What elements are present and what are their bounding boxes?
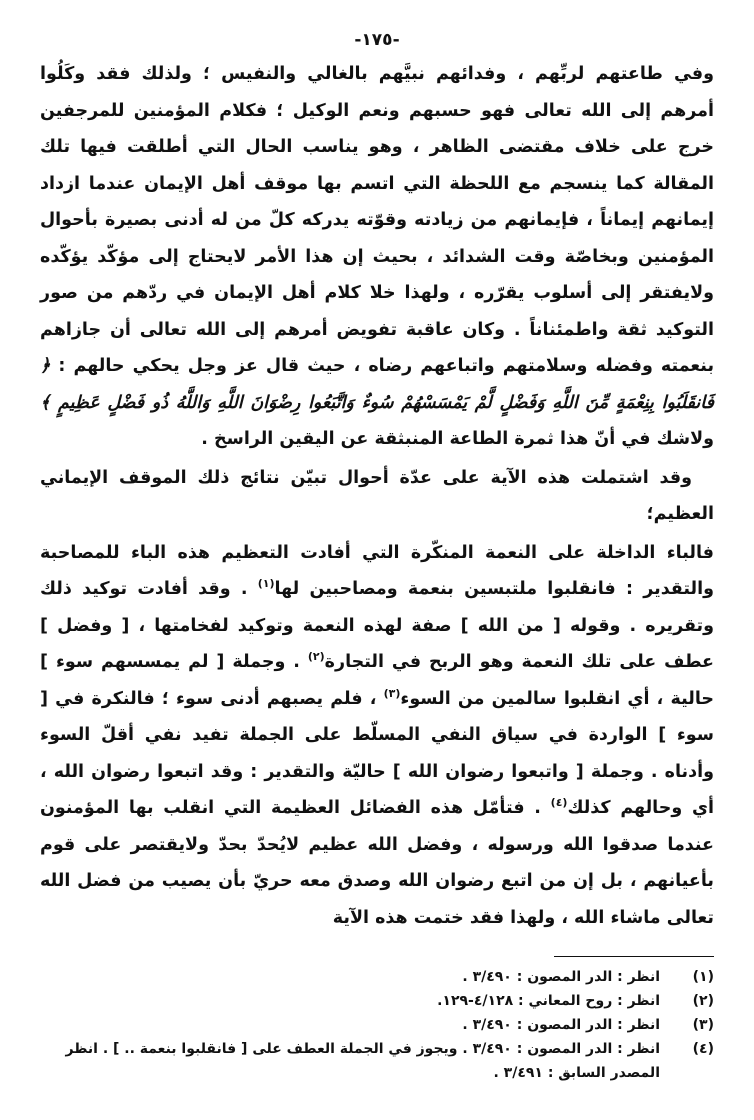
footnote-text: انظر : روح المعاني : ٤/١٢٨-١٢٩. (437, 993, 660, 1009)
footnote-number: (٢) (692, 993, 714, 1009)
footnote-text: انظر : الدر المصون : ٣/٤٩٠ . ويجوز في الجملة العطف على [ فانقلبوا بنعمة .. ] . انظر المصدر السابق : ٣/٤٩١ . (65, 1041, 660, 1081)
page-number: -١٧٥- (354, 30, 400, 50)
paragraph-1-text-b: ولاشك في أنّ هذا ثمرة الطاعة المنبثقة عن اليقين الراسخ . (201, 429, 714, 449)
quran-verse: ﴿ فَانقَلَبُوا بِنِعْمَةٍ مِّنَ اللَّهِ وَفَضْلٍ لَّمْ يَمْسَسْهُمْ سُوءٌ وَاتَّبَعُوا رِضْوَانَ اللَّهِ وَاللَّهُ ذُو فَضْلٍ عَظِيمٍ ﴾ (40, 356, 714, 413)
footnote-divider (554, 956, 714, 957)
paragraph-3 (40, 535, 714, 937)
paragraph-3-seg-5: . فتأمّل هذه الفضائل العظيمة التي انقلب بها المؤمنون عندما صدقوا الله ورسوله ، وفضل الله عظيم لايُحدّ بحدّ ولايقتصر على قوم بأعيانهم ، بل إن من اتبع رضوان الله وصدق معه حريّ بأن يصيب من فضل الله تعالى ماشاء الله ، ولهذا فقد ختمت هذه الآية (40, 798, 714, 928)
paragraph-3-seg-4: ، فلم يصبهم أدنى سوء ؛ فالنكرة في [ سوء ] الواردة في سياق النفي المسلّط على الجملة تفيد نفي أقلّ السوء وأدناه . وجملة [ واتبعوا رضوان الله ] حاليّة والتقدير : وقد اتبعوا رضوان الله ، أي وحالهم كذلك (40, 688, 714, 818)
footnote (40, 965, 714, 989)
paragraph-3-seg-3: . وجملة [ لم يمسسهم سوء ] حالية ، أي انقلبوا سالمين من السوء (40, 652, 714, 709)
paragraph-2: وقد اشتملت هذه الآية على عدّة أحوال تبيّن نتائج ذلك الموقف الإيماني العظيم؛ (40, 467, 714, 524)
paragraph-3-seg-2: . وقد أفادت توكيد ذلك وتقريره . وقوله [ من الله ] صفة لهذه النعمة وتوكيد لفخامتها ، [ وفضل ] عطف على تلك النعمة وهو الربح في التجارة (40, 579, 714, 672)
document-page (40, 30, 714, 1100)
footnote (40, 989, 714, 1013)
footnote-ref-1[interactable]: (١) (257, 577, 275, 591)
footnote-ref-4[interactable]: (٤) (550, 796, 568, 810)
footnotes (40, 965, 714, 1085)
footnote (40, 1037, 714, 1085)
footnote-number: (٣) (692, 1017, 714, 1033)
footnote-number: (٤) (692, 1041, 714, 1057)
footnote-number: (١) (692, 969, 714, 985)
paragraph-3-seg-1: فالباء الداخلة على النعمة المنكّرة التي أفادت التعظيم هذه الباء للمصاحبة والتقدير : فانقلبوا ملتبسين بنعمة ومصاحبين لها (40, 542, 714, 599)
footnote-ref-3[interactable]: (٣) (383, 686, 401, 700)
footnote (40, 1013, 714, 1037)
paragraph-1-text-a: وفي طاعتهم لربِّهم ، وفدائهم نبيَّهم بالغالي والنفيس ؛ ولذلك فقد وكَلُوا أمرهم إلى الله تعالى فهو حسبهم ونعم الوكيل ؛ فكلام المؤمنين للمرجفين خرج على خلاف مقتضى الظاهر ، وهو يناسب الحال التي أطلقت فيها تلك المقالة كما ينسجم مع اللحظة التي اتسم بها موقف أهل الإيمان عندما ازداد إيمانهم إيماناً ، فإيمانهم من زيادته وقوّته يدركه كلّ من له أدنى بصيرة بأحوال المؤمنين وبخاصّة وقت الشدائد ، بحيث إن هذا الأمر لايحتاج إلى مؤكّد يؤكّده ولايفتقر إلى أسلوب يقرّره ، ولهذا خلا كلام أهل الإيمان في ردّهم من صور التوكيد ثقة واطمئناناً . وكان عاقبة تفويض أمرهم إلى الله تعالى أن جازاهم بنعمته وفضله وسلامتهم واتباعهم رضاه ، حيث قال عز وجل يحكي حالهم : (40, 64, 715, 376)
paragraph-1 (40, 56, 714, 458)
footnote-text: انظر : الدر المصون : ٣/٤٩٠ . (462, 969, 660, 985)
footnote-ref-2[interactable]: (٢) (307, 650, 325, 664)
footnote-text: انظر : الدر المصون : ٣/٤٩٠ . (462, 1017, 660, 1033)
